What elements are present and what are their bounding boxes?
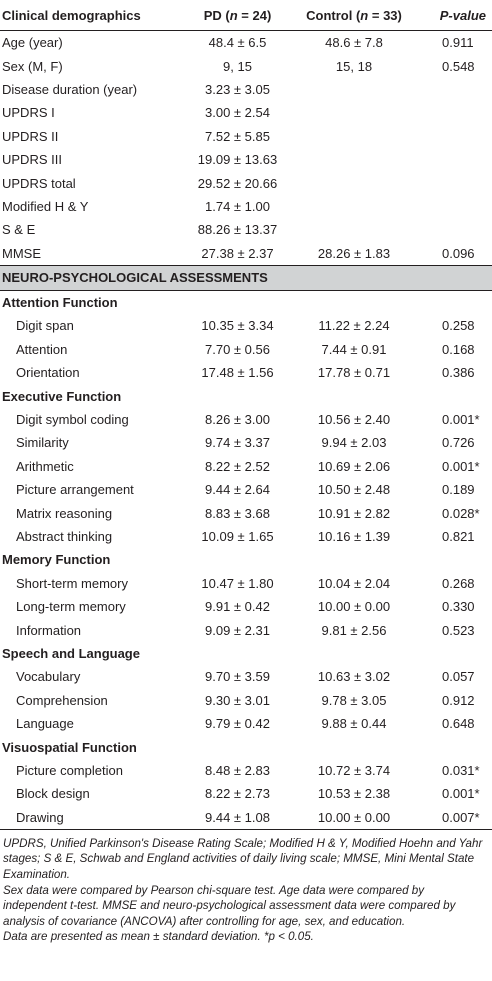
section-title: Speech and Language — [2, 645, 140, 661]
p-value-text: 0.386 — [442, 365, 475, 381]
cell-pd: 8.48 ± 2.83 — [205, 762, 270, 778]
cell-control: 15, 18 — [335, 58, 373, 74]
table-row — [0, 782, 492, 805]
cell-control: 10.56 ± 2.40 — [317, 412, 391, 428]
section-title: Attention Function — [2, 295, 118, 311]
table-row — [0, 171, 492, 194]
table-row — [0, 759, 492, 782]
cell-label: Abstract thinking — [16, 529, 113, 544]
p-value-text: 0.189 — [442, 482, 475, 498]
table-row — [0, 195, 492, 218]
cell-label: Language — [16, 716, 74, 732]
p-value-text: 0.268 — [442, 575, 475, 591]
cell-p-value — [414, 525, 492, 548]
p-value-text: 0.007* — [442, 809, 480, 825]
cell-pd: 3.23 ± 3.05 — [205, 81, 270, 97]
cell-pd: 9, 15 — [223, 58, 252, 74]
cell-pd: 9.70 ± 3.59 — [205, 669, 270, 685]
footnote-abbreviations: UPDRS, Unified Parkinson's Disease Rating Scale; Modified H & Y, Modified Hoehn and Yahr stages; S & E, Schwab and England activities of daily living scale; MMSE, Mini Mental State Examination. — [3, 836, 483, 882]
cell-label: Digit symbol coding — [16, 412, 129, 428]
p-value-text: 0.726 — [442, 435, 475, 451]
table-row — [0, 689, 492, 712]
cell-label: S & E — [2, 222, 36, 238]
cell-pd: 9.44 ± 2.64 — [205, 482, 270, 498]
cell-control: 10.00 ± 0.00 — [294, 806, 414, 830]
cell-pd: 9.30 ± 3.01 — [205, 692, 270, 708]
cell-p-value — [414, 759, 492, 782]
table-row — [0, 431, 492, 454]
cell-label: Picture completion — [16, 762, 123, 778]
cell-control: 9.81 ± 2.56 — [321, 622, 387, 638]
cell-control — [294, 101, 414, 124]
cell-control: 10.63 ± 3.02 — [317, 669, 391, 685]
header-control-n: n — [360, 7, 369, 23]
p-value-text: 0.911 — [442, 35, 474, 51]
section-header-row — [0, 642, 492, 665]
cell-p-value — [414, 338, 492, 361]
cell-control: 9.94 ± 2.03 — [321, 435, 387, 451]
section-header-row — [0, 290, 492, 314]
cell-label: Disease duration (year) — [2, 81, 138, 97]
p-value-text: 0.821 — [442, 529, 475, 544]
cell-label: UPDRS II — [2, 128, 59, 144]
cell-p-value — [414, 195, 492, 218]
cell-label: UPDRS total — [2, 175, 76, 191]
table-row — [0, 78, 492, 101]
cell-p-value — [414, 171, 492, 194]
cell-label: Age (year) — [2, 35, 63, 51]
table-body — [0, 31, 492, 830]
cell-pd: 48.4 ± 6.5 — [208, 35, 267, 51]
table-row — [0, 595, 492, 618]
cell-control: 10.16 ± 1.39 — [317, 529, 391, 544]
p-value-text: 0.001* — [442, 786, 480, 802]
cell-control: 9.78 ± 3.05 — [321, 692, 387, 708]
cell-p-value — [414, 689, 492, 712]
section-header-row — [0, 735, 492, 758]
header-p-value: P-value — [414, 0, 492, 31]
cell-control: 7.44 ± 0.91 — [321, 341, 387, 357]
table-row — [0, 125, 492, 148]
cell-label: Sex (M, F) — [2, 58, 63, 74]
header-pd-prefix: PD ( — [203, 7, 230, 23]
p-value-text: 0.057 — [442, 669, 475, 685]
cell-label: Vocabulary — [16, 669, 81, 685]
header-pd — [181, 0, 294, 31]
cell-label: Comprehension — [16, 692, 108, 708]
cell-control: 11.22 ± 2.24 — [318, 318, 390, 334]
cell-control: 10.69 ± 2.06 — [317, 458, 391, 474]
cell-control — [294, 218, 414, 241]
cell-p-value — [414, 431, 492, 454]
cell-p-value — [414, 455, 492, 478]
header-clinical-demographics: Clinical demographics — [0, 0, 181, 31]
cell-pd: 9.79 ± 0.42 — [205, 716, 270, 732]
table-header-row — [0, 0, 492, 31]
cell-label: Information — [16, 622, 82, 638]
cell-pd: 8.83 ± 3.68 — [205, 505, 270, 521]
cell-p-value — [414, 242, 492, 266]
section-header-row — [0, 548, 492, 571]
table-row — [0, 361, 492, 384]
cell-label: MMSE — [2, 245, 41, 261]
cell-p-value — [414, 595, 492, 618]
table-row — [0, 54, 492, 77]
p-value-text: 0.168 — [442, 341, 475, 357]
cell-p-value — [414, 125, 492, 148]
cell-control: 10.53 ± 2.38 — [317, 786, 391, 802]
table-row — [0, 806, 492, 830]
cell-p-value — [414, 78, 492, 101]
cell-control: 10.91 ± 2.82 — [317, 505, 391, 521]
table-row — [0, 712, 492, 735]
cell-label: UPDRS III — [2, 152, 62, 168]
cell-pd: 1.74 ± 1.00 — [205, 198, 270, 214]
cell-control: 9.88 ± 0.44 — [321, 716, 387, 732]
p-value-text: 0.258 — [442, 318, 475, 334]
cell-label: Block design — [16, 786, 90, 802]
header-pd-n: n — [229, 7, 238, 23]
cell-control: 10.04 ± 2.04 — [317, 575, 391, 591]
cell-p-value — [414, 361, 492, 384]
cell-label: Modified H & Y — [2, 198, 89, 214]
table-footnotes — [0, 830, 492, 945]
table-row — [0, 525, 492, 548]
table-row — [0, 501, 492, 524]
cell-pd: 8.26 ± 3.00 — [205, 412, 270, 428]
cell-p-value — [414, 218, 492, 241]
cell-pd: 17.48 ± 1.56 — [201, 365, 274, 381]
p-value-text: 0.001* — [442, 412, 480, 428]
section-title: Memory Function — [2, 552, 111, 568]
cell-label: Short-term memory — [16, 575, 128, 591]
cell-pd: 88.26 ± 13.37 — [197, 222, 278, 238]
p-value-text: 0.548 — [442, 58, 475, 74]
section-band-row — [0, 265, 492, 290]
cell-pd: 8.22 ± 2.73 — [205, 786, 270, 802]
cell-control — [294, 195, 414, 218]
cell-p-value — [414, 782, 492, 805]
cell-pd: 10.35 ± 3.34 — [201, 318, 274, 334]
cell-p-value — [414, 31, 492, 55]
cell-p-value — [414, 665, 492, 688]
cell-p-value — [414, 148, 492, 171]
p-value-text: 0.031* — [442, 762, 480, 778]
cell-control: 10.00 ± 0.00 — [317, 599, 391, 615]
cell-pd: 19.09 ± 13.63 — [197, 152, 278, 168]
cell-label: Arithmetic — [16, 458, 74, 474]
p-value-text: 0.648 — [442, 716, 475, 732]
cell-control: 10.50 ± 2.48 — [317, 482, 391, 498]
table-row — [0, 314, 492, 337]
cell-label: Long-term memory — [16, 599, 126, 615]
section-band-title: NEURO-PSYCHOLOGICAL ASSESSMENTS — [0, 265, 492, 290]
cell-pd: 10.47 ± 1.80 — [201, 575, 274, 591]
p-value-text: 0.330 — [442, 599, 475, 615]
cell-control: 28.26 ± 1.83 — [317, 245, 391, 261]
header-pd-suffix: = 24) — [237, 7, 272, 23]
p-value-text: 0.096 — [442, 245, 475, 261]
cell-p-value — [414, 572, 492, 595]
cell-pd: 9.09 ± 2.31 — [205, 622, 270, 638]
cell-p-value — [414, 101, 492, 124]
cell-pd: 29.52 ± 20.66 — [197, 175, 278, 191]
cell-p-value — [414, 501, 492, 524]
cell-pd: 9.44 ± 1.08 — [181, 806, 294, 830]
cell-p-value — [414, 478, 492, 501]
table-row — [0, 338, 492, 361]
p-value-text: 0.912 — [442, 692, 475, 708]
section-title: Visuospatial Function — [2, 739, 137, 755]
cell-pd: 10.09 ± 1.65 — [201, 529, 274, 544]
cell-control: 17.78 ± 0.71 — [317, 365, 391, 381]
cell-control — [294, 171, 414, 194]
header-control-suffix: = 33) — [368, 7, 402, 23]
cell-control: 48.6 ± 7.8 — [325, 35, 383, 51]
table-row — [0, 408, 492, 431]
footnote-data-format: Data are presented as mean ± standard deviation. *p < 0.05. — [3, 930, 314, 944]
table-row — [0, 31, 492, 55]
cell-pd: 9.91 ± 0.42 — [205, 599, 270, 615]
cell-p-value — [414, 806, 492, 830]
cell-pd: 27.38 ± 2.37 — [201, 245, 274, 261]
cell-label: Matrix reasoning — [16, 505, 113, 521]
section-title: Executive Function — [2, 388, 122, 404]
cell-control: 10.72 ± 3.74 — [317, 762, 391, 778]
cell-p-value — [414, 618, 492, 641]
cell-p-value — [414, 314, 492, 337]
cell-label: Digit span — [16, 318, 74, 334]
table-row — [0, 148, 492, 171]
cell-label: Similarity — [16, 435, 69, 451]
cell-pd: 8.22 ± 2.52 — [205, 458, 270, 474]
cell-pd: 7.52 ± 5.85 — [205, 128, 270, 144]
table-row — [0, 242, 492, 266]
table-row — [0, 478, 492, 501]
cell-p-value — [414, 408, 492, 431]
cell-pd: 3.00 ± 2.54 — [205, 105, 270, 121]
cell-control — [294, 125, 414, 148]
cell-label: Picture arrangement — [16, 482, 134, 498]
cell-label: Attention — [16, 341, 68, 357]
header-control-prefix: Control ( — [306, 7, 361, 23]
cell-pd: 7.70 ± 0.56 — [205, 341, 270, 357]
cell-label: UPDRS I — [2, 105, 55, 121]
cell-pd: 9.74 ± 3.37 — [205, 435, 270, 451]
table-row — [0, 665, 492, 688]
cell-control — [294, 78, 414, 101]
header-control — [294, 0, 414, 31]
table-row — [0, 455, 492, 478]
table-row — [0, 218, 492, 241]
cell-label: Orientation — [16, 365, 80, 381]
cell-p-value — [414, 712, 492, 735]
p-value-text: 0.028* — [442, 505, 480, 521]
table-row — [0, 101, 492, 124]
section-header-row — [0, 384, 492, 407]
cell-p-value — [414, 54, 492, 77]
table-row — [0, 572, 492, 595]
cell-control — [294, 148, 414, 171]
footnote-methods: Sex data were compared by Pearson chi-square test. Age data were compared by independent t-test. MMSE and neuro-psychological assessment data were compared by analysis of covariance (ANCOVA) after controlling for age, sex, and education. — [3, 883, 456, 928]
p-value-text: 0.523 — [442, 622, 475, 638]
p-value-text: 0.001* — [442, 458, 480, 474]
cell-label: Drawing — [0, 806, 181, 830]
table-row — [0, 618, 492, 641]
